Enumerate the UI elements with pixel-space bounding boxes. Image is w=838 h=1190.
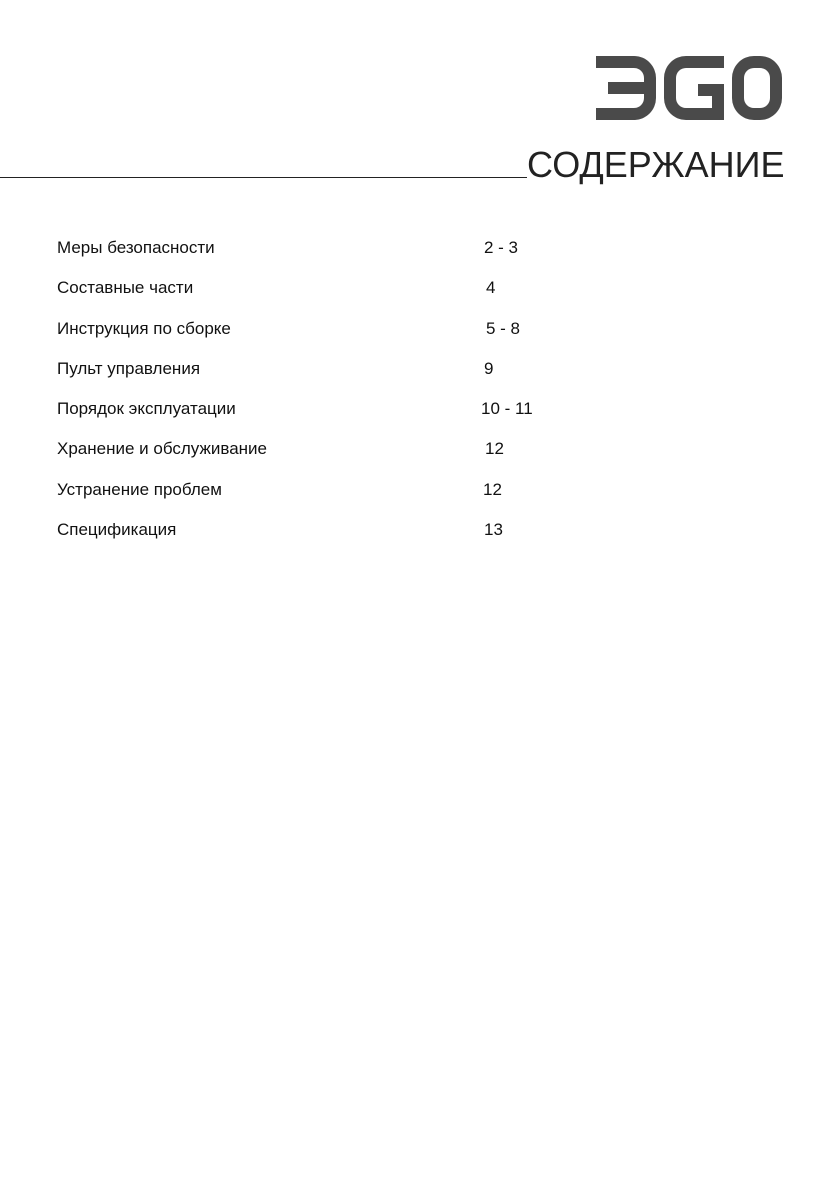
toc-item-title: Пульт управления — [57, 358, 201, 378]
toc-item — [57, 395, 657, 435]
toc-item — [57, 234, 657, 274]
page-title: СОДЕРЖАНИЕ — [527, 144, 785, 185]
logo-letter-o — [732, 56, 782, 120]
logo-letter-e — [596, 56, 656, 120]
toc-item-title: Меры безопасности — [57, 238, 215, 257]
toc-item-pages: 4 — [486, 278, 496, 298]
toc-item-title: Хранение и обслуживание — [57, 439, 267, 459]
toc-item-title: Составные части — [57, 278, 194, 298]
heading-rule — [0, 177, 527, 178]
toc-item — [57, 315, 657, 355]
toc-item-title: Спецификация — [57, 520, 177, 540]
table-of-contents — [57, 234, 657, 556]
toc-item-title: Инструкция по сборке — [57, 318, 231, 338]
toc-item-pages: 12 — [485, 439, 504, 459]
toc-item-pages: 13 — [484, 520, 503, 540]
brand-logo — [594, 56, 784, 120]
toc-item — [57, 274, 657, 314]
toc-item-pages: 2 - 3 — [484, 238, 519, 257]
toc-item-title: Устранение проблем — [57, 479, 222, 499]
toc-item — [57, 476, 657, 516]
toc-item-pages: 5 - 8 — [486, 318, 521, 338]
toc-item — [57, 516, 657, 556]
logo-letter-g — [664, 56, 724, 120]
toc-item — [57, 355, 657, 395]
toc-item-pages: 12 — [483, 479, 502, 499]
toc-item-title: Порядок эксплуатации — [57, 399, 236, 419]
toc-item — [57, 435, 657, 475]
toc-item-pages: 10 - 11 — [481, 399, 533, 419]
toc-item-pages: 9 — [484, 358, 494, 378]
